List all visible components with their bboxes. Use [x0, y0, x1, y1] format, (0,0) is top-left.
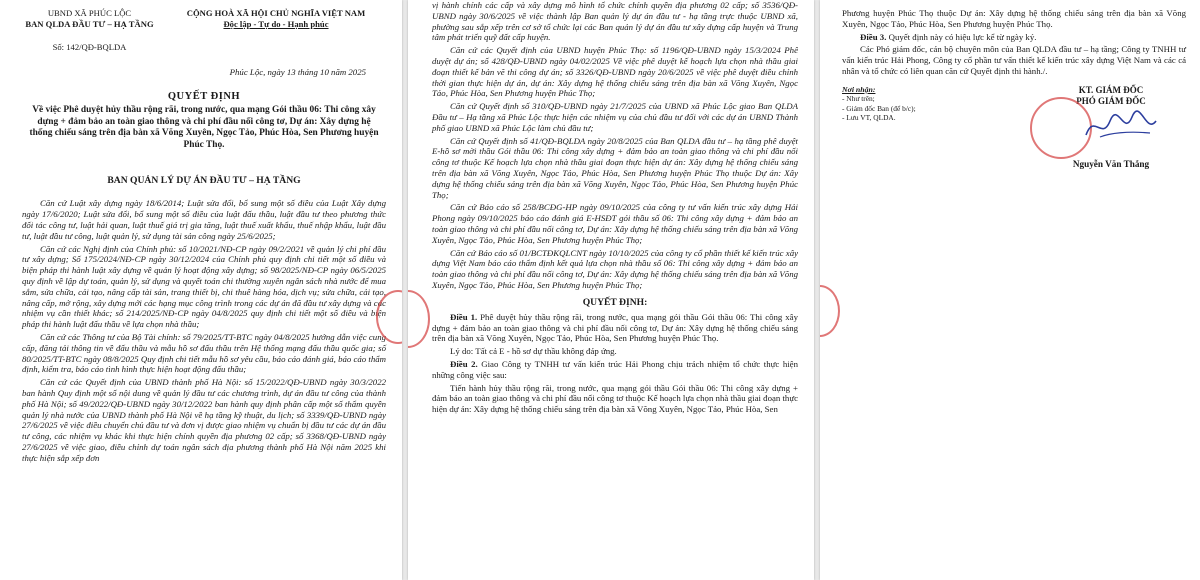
issue-date: Phúc Lộc, ngày 13 tháng 10 năm 2025	[229, 67, 366, 77]
decision-heading: QUYẾT ĐỊNH:	[582, 296, 648, 308]
seal-stamp-edge	[408, 290, 430, 348]
signer-block	[1036, 85, 1186, 170]
article-1-reason: Lý do: Tất cả E - hồ sơ dự thầu không đáp ứng.	[450, 346, 617, 357]
document-page-1	[0, 0, 402, 580]
article-3	[842, 32, 1186, 43]
legal-basis-10: Căn cứ Báo cáo số 01/BCTĐKQLCNT ngày 10/10/2025 của công ty cổ phần thiết kế kiến trúc xây dựng Việt Nam báo cáo thẩm định kết quả lựa chọn nhà thầu số 06: Thi công xây dựng + đảm bảo an toàn giao thông và chi phí đầu nối công tơ, Dự án: Xây dựng hệ thống chiếu sáng trên địa bàn xã Võng Xuyên, Ngọc Tảo, Phúc Hòa, Sen Phương huyện Phúc Thọ;	[432, 247, 798, 290]
legal-basis-4: Căn cứ các Quyết định của UBND thành phố Hà Nội: số 15/2022/QĐ-UBND ngày 30/3/2022 ban hành Quy định một số nội dung về quản lý đầu tư các chương trình, dự án đầu tư công của thành phố Hà Nội; số 49/2022/QĐ-UBND ngày 30/12/2022 ban hành quy định phân cấp một số thẩm quyền quản lý nhà nước của UBND thành phố Hà Nội về hạ tầng kỹ thuật, du lịch; số 3339/QĐ-UBND ngày 27/6/2025 về việc điều chuyển chủ đầu tư và đơn vị được giao nhiệm vụ chuẩn bị đầu tư các dự án đầu tư công, các nhiệm vụ khác khi thực hiện chính quyền địa phương 02 cấp; số 3368/QĐ-UBND ngày 27/6/2025 về việc giao, điều chỉnh dự toán ngân sách địa phương thành phố Hà Nội năm 2025 khi thực hiện sắp xếp đơn	[22, 377, 386, 463]
article-2-label: Điều 2.	[450, 358, 478, 369]
document-page-2	[408, 0, 814, 580]
document-page-3	[820, 0, 1200, 580]
recipient-item: - Lưu VT, QLDA.	[842, 113, 896, 122]
legal-basis-7: Căn cứ Quyết định số 310/QĐ-UBND ngày 21/7/2025 của UBND xã Phúc Lộc giao Ban QLDA Đầu tư – Hạ tầng xã Phúc Lộc thực hiện các nhiệm vụ của chủ đầu tư đối với các dự án UBND Thành phố giao UBND xã Phúc Lộc làm chủ đầu tư;	[432, 101, 798, 133]
article-2-detail: Tiến hành hủy thầu rộng rãi, trong nước, qua mạng gói thầu Gói thầu 06: Thi công xây dựng + đảm bảo an toàn giao thông và chi phí đầu nối công tơ thuộc Kế hoạch lựa chọn nhà thầu giai đoạn thực hiện dự án: Xây dựng hệ thống chiếu sáng trên địa bàn xã Võng Xuyên, Ngọc Tảo, Phúc Hòa, Sen	[432, 382, 798, 415]
handwritten-signature	[1080, 107, 1160, 147]
recipients-heading: Nơi nhận:	[842, 84, 876, 94]
article-1-text: Phê duyệt hủy thầu rộng rãi, trong nước, qua mạng gói thầu Gói thầu 06: Thi công xây dựng + đảm bảo an toàn giao thông và chi phí đầu nối công tơ, Dự án: Xây dựng hệ thống chiếu sáng trên địa bàn xã Võng Xuyên, Ngọc Tảo, Phúc Hòa, Sen Phương huyện Phúc Thọ.	[432, 311, 798, 344]
article-2	[432, 359, 798, 381]
recipients-list	[842, 85, 1002, 170]
article-3-label: Điều 3.	[860, 31, 887, 42]
legal-basis-9: Căn cứ Báo cáo số 258/BCĐG-HP ngày 09/10/2025 của công ty tư vấn kiến trúc xây dựng Hải Phong ngày 09/10/2025 báo cáo đánh giá E-HSĐT gói thầu số 06: Thi công xây dựng + đảm bảo an toàn giao thông và chi phí đầu nối công tơ, Dự án: Xây dựng hệ thống chiếu sáng trên địa bàn xã Võng Xuyên, Ngọc Tảo, Phúc Hòa, Sen Phương huyện Phúc Thọ;	[432, 202, 798, 245]
recipient-item: - Giám đốc Ban (để b/c);	[842, 103, 916, 113]
recipient-item: - Như trên;	[842, 94, 875, 104]
national-title: CỘNG HOÀ XÃ HỘI CHỦ NGHĨA VIỆT NAM	[186, 8, 366, 18]
decision-subject: Về việc Phê duyệt hủy thầu rộng rãi, trong nước, qua mạng Gói thầu 06: Thi công xây dựng + đảm bảo an toàn giao thông và chi phí đầu nối công tơ, Dự án: Xây dựng hệ thống chiếu sáng trên địa bàn xã Võng Xuyên, Ngọc Tảo, Phúc Hòa, Sen Phương huyện Phúc Thọ.	[29, 105, 379, 150]
decision-number: Số: 142/QĐ-BQLDA	[52, 42, 127, 52]
legal-basis-5: vị hành chính các cấp và xây dựng mô hình tổ chức chính quyền địa phương 02 cấp; số 3536/QĐ-UBND ngày 30/6/2025 về việc thành lập Ban quản lý dự án đầu tư - hạ tầng trực thuộc UBND xã, phường sau sắp xếp trên cơ sở tổ chức lại các Ban quản lý dự án đầu tư xây dựng cấp huyện và Trung tâm phát triển quỹ đất cấp huyện.	[432, 0, 798, 43]
national-motto: Độc lập - Tự do - Hạnh phúc	[223, 19, 329, 29]
article-3-text: Quyết định này có hiệu lực kể từ ngày ký.	[888, 31, 1037, 42]
article-1	[432, 312, 798, 344]
signature-block	[842, 85, 1186, 170]
document-header	[22, 8, 386, 53]
decision-title: QUYẾT ĐỊNH	[167, 91, 241, 102]
legal-basis-1: Căn cứ Luật xây dựng ngày 18/6/2014; Luật sửa đổi, bổ sung một số điều của Luật Xây dựng ngày 17/6/2020; Luật sửa đổi, bổ sung một số điều của luật đấu thầu, luật đầu tư theo phương thức đối tác công tư, luật hải quan, luật thuế giá trị gia tăng, luật thuế xuất khẩu, thuế nhập khẩu, luật đầu tư, luật đầu tư công, luật quản lý, sử dụng tài sản công ngày 25/6/2025;	[22, 198, 386, 241]
article-2-text: Giao Công ty TNHH tư vấn kiến trúc Hải Phong chịu trách nhiệm tổ chức thực hiện những công việc sau:	[432, 358, 798, 380]
legal-basis-8: Căn cứ Quyết định số 41/QĐ-BQLDA ngày 20/8/2025 của Ban QLDA đầu tư – hạ tầng phê duyệt E-hồ sơ mời thầu Gói thầu 06: Thi công xây dựng + đảm bảo an toàn giao thông và chi phí đầu nối công tơ thuộc Kế hoạch lựa chọn nhà thầu giai đoạn thực hiện dự án: Xây dựng hệ thống chiếu sáng trên địa bàn xã Võng Xuyên, Ngọc Tảo, Phúc Hòa, Sen Phương huyện Phúc Thọ thuộc Dự án: Xây dựng hệ thống chiếu sáng trên địa bàn xã Võng Xuyên, Ngọc Tảo, Phúc Hòa, Sen Phương huyện Phúc Thọ;	[432, 135, 798, 200]
article-1-label: Điều 1.	[450, 311, 478, 322]
signer-position: PHÓ GIÁM ĐỐC	[1076, 95, 1146, 106]
issuer-board: BAN QLDA ĐẦU TƯ – HẠ TẦNG	[25, 19, 154, 29]
issuing-organization: BAN QUẢN LÝ DỰ ÁN ĐẦU TƯ – HẠ TẦNG	[107, 175, 301, 187]
legal-basis-6: Căn cứ các Quyết định của UBND huyện Phúc Thọ: số 1196/QĐ-UBND ngày 15/3/2024 Phê duyệt dự án; số 428/QĐ-UBND ngày 04/02/2025 Về việc phê duyệt kế hoạch lựa chọn nhà thầu giai đoạn thiết kế bản vẽ thi công dự án; số 3326/QĐ-UBND ngày 20/6/2025 về việc phê duyệt điều chỉnh thời gian thực hiện dự án, dự án: Xây dựng hệ thống chiếu sáng trên địa bàn xã Võng Xuyên, Ngọc Tảo, Phúc Hòa, Sen Phương huyện Phúc Thọ;	[432, 45, 798, 99]
signer-authority: KT. GIÁM ĐỐC	[1078, 84, 1144, 95]
legal-basis-2: Căn cứ các Nghị định của Chính phủ: số 10/2021/NĐ-CP ngày 09/2/2021 về quản lý chi phí đầu tư xây dựng; Số 175/2024/NĐ-CP ngày 30/12/2024 của Chính phủ quy định chi tiết một số điều và biện pháp thi hành luật xây dựng về quản lý hoạt động xây dựng; số 98/2025/NĐ-CP ngày 06/5/2025 quy định về lập dự toán, quản lý, sử dụng và quyết toán chi thường xuyên ngân sách nhà nước để mua sắm, sửa chữa, cải tạo, nâng cấp tài sản, trang thiết bị, chi thuê hàng hóa, dịch vụ; sửa chữa, cải tạo, nâng cấp, mở rộng, xây dựng mới các hạng mục công trình trong các dự án đã đầu tư xây dựng và các nhiệm vụ cần thiết khác; số 214/2025/NĐ-CP ngày 04/8/2025 quy định chi tiết một số điều và biện pháp thi hành luật đấu thầu về lựa chọn nhà thầu;	[22, 243, 386, 330]
legal-basis-3: Căn cứ các Thông tư của Bộ Tài chính: số 79/2025/TT-BTC ngày 04/8/2025 hướng dẫn việc cung cấp, đăng tải thông tin về đấu thầu và mẫu hồ sơ đấu thầu trên Hệ thống mạng đấu thầu quốc gia; số 80/2025/TT-BTC ngày 08/8/2025 Quy định chi tiết mẫu hồ sơ yêu cầu, báo cáo đánh giá, báo cáo thẩm định, kiểm tra, báo cáo tình hình thực hiện hoạt động đấu thầu;	[22, 331, 386, 375]
issuer-name: UBND XÃ PHÚC LỘC	[47, 8, 132, 18]
signer-name: Nguyễn Văn Thắng	[1072, 158, 1150, 169]
article-2-continued: Phương huyện Phúc Thọ thuộc Dự án: Xây dựng hệ thống chiếu sáng trên địa bàn xã Võng Xuyên, Ngọc Tảo, Phúc Hòa, Sen Phương huyện Phúc Thọ.	[842, 8, 1186, 29]
seal-stamp-edge	[820, 285, 840, 337]
closing-clause: Các Phó giám đốc, cán bộ chuyên môn của Ban QLDA đầu tư – hạ tầng; Công ty TNHH tư vấn kiến trúc Hải Phong, Công ty cổ phần tư vấn thiết kế kiến trúc xây dựng Việt Nam và các cá nhân và tổ chức có liên quan căn cứ Quyết định thi hành./.	[842, 44, 1186, 76]
